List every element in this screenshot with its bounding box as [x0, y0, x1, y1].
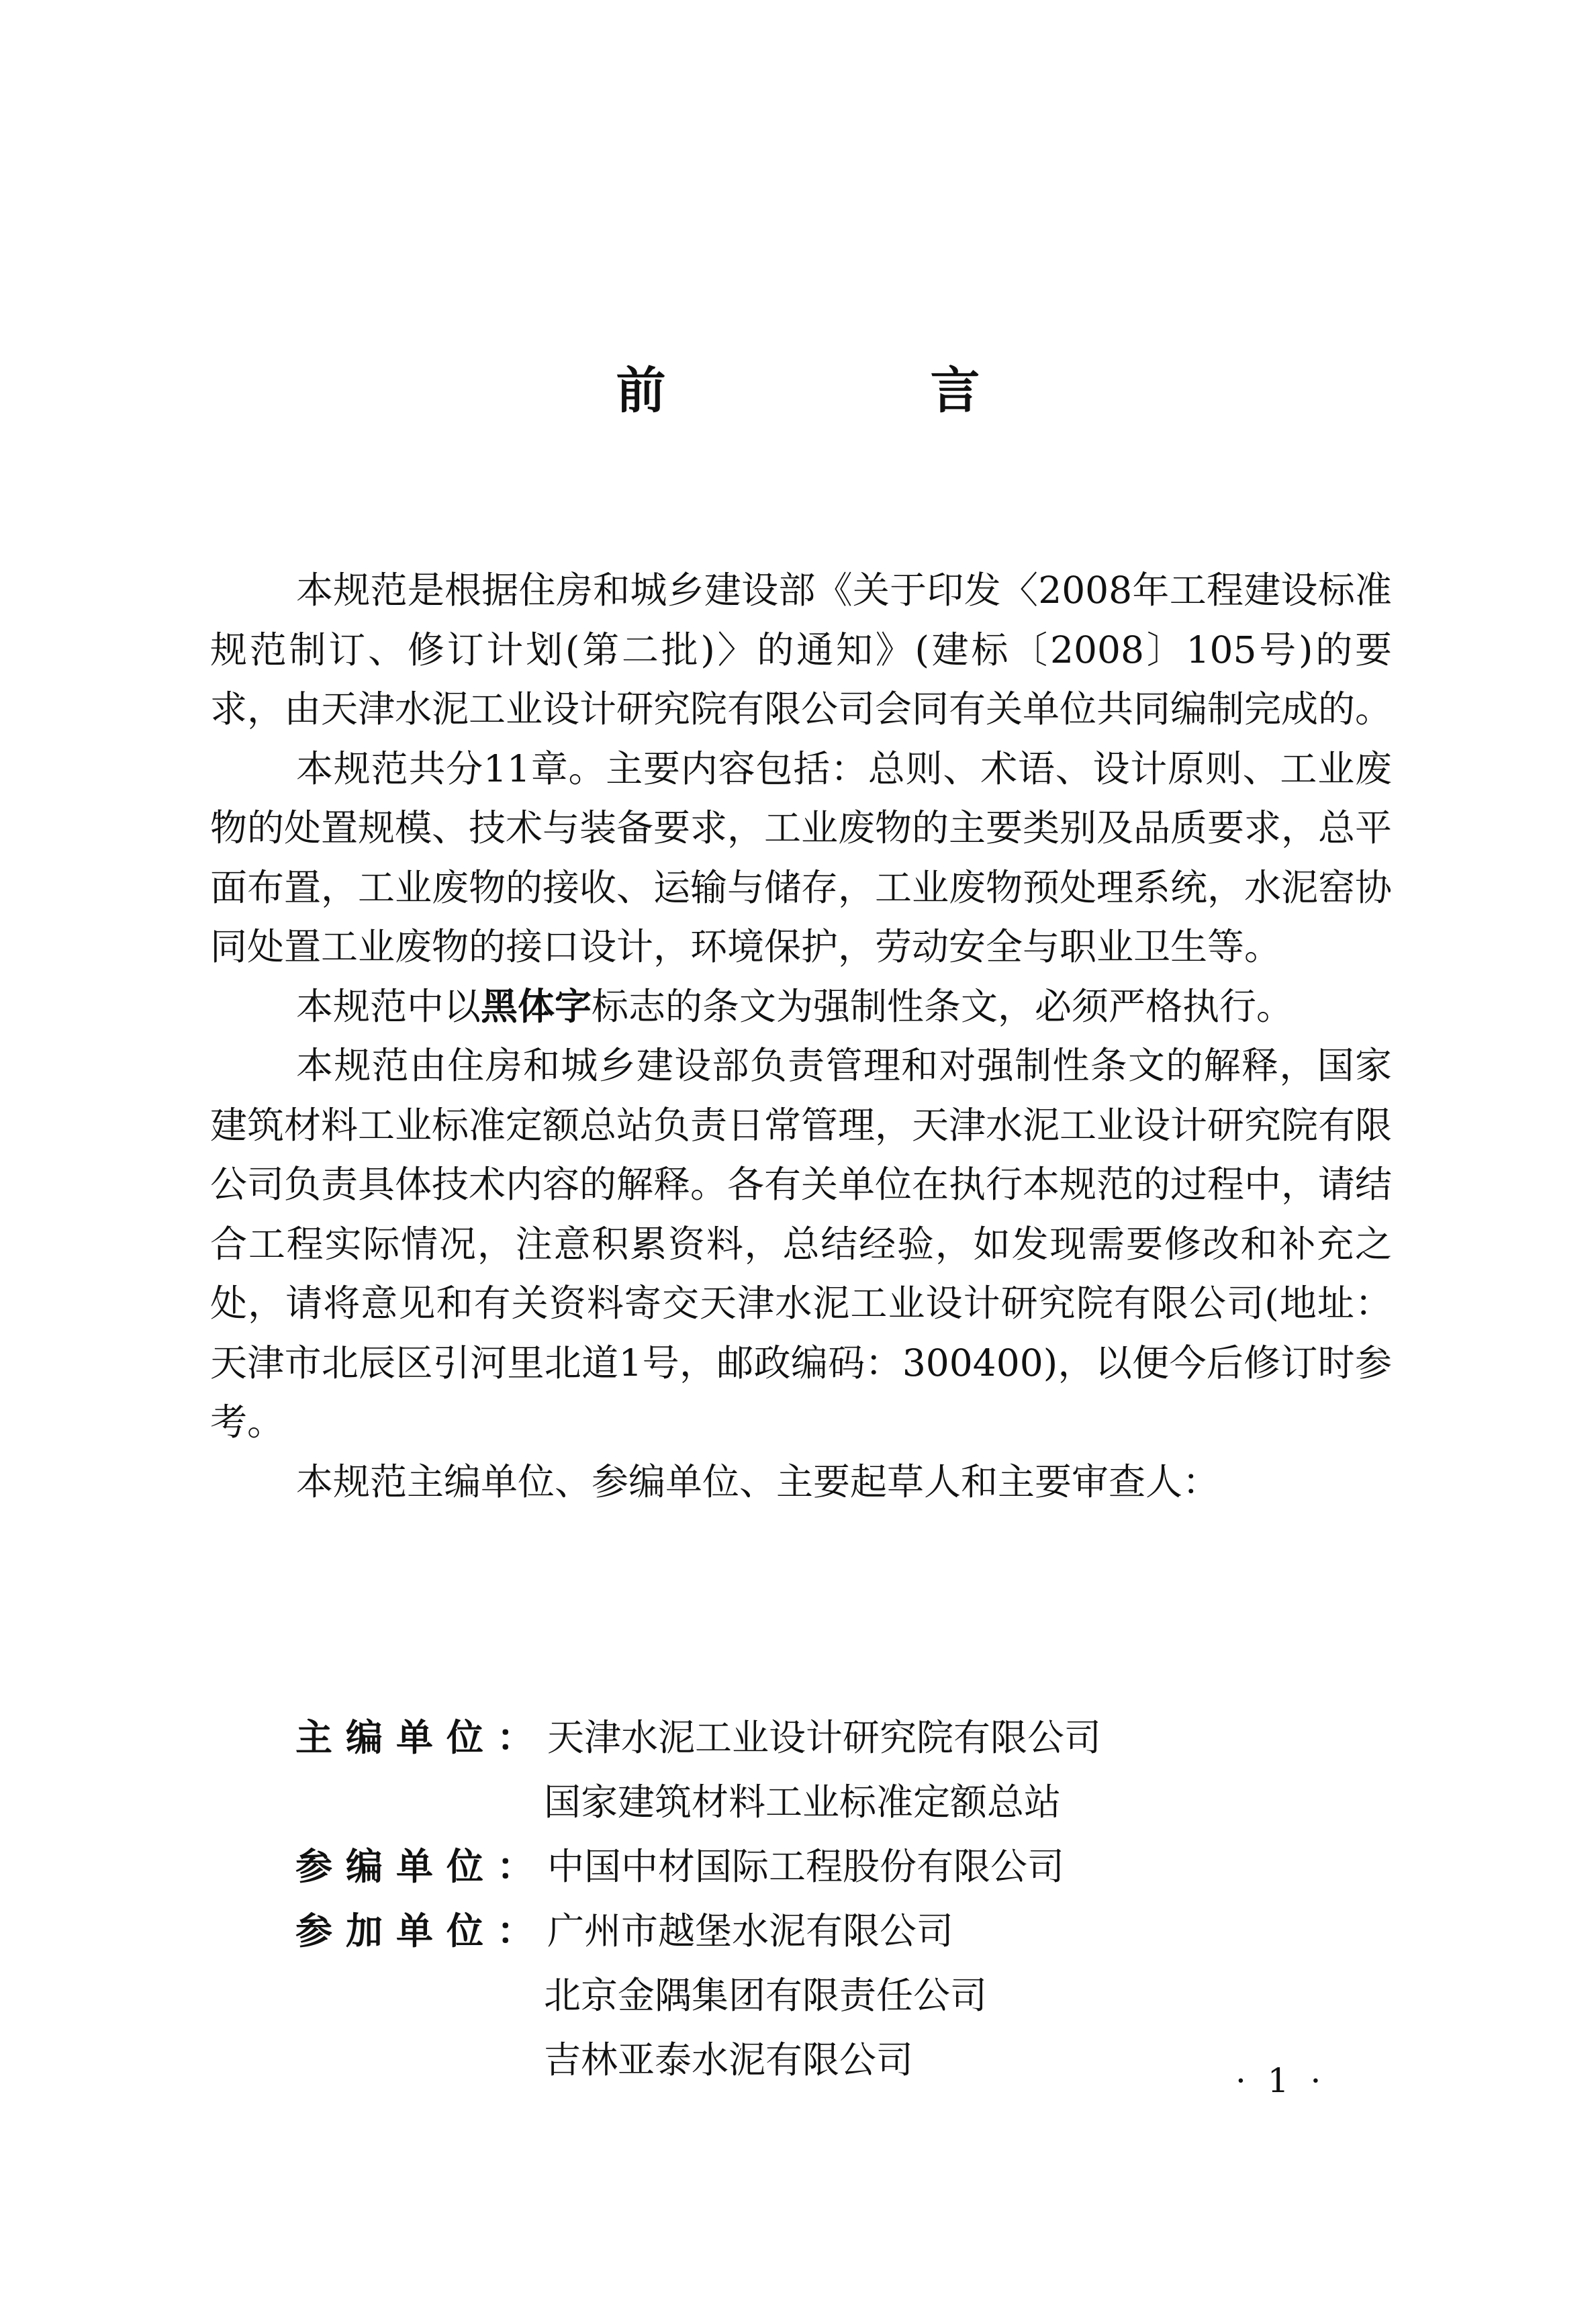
unit-row [295, 1834, 1101, 1899]
units-list [295, 1705, 1101, 2092]
mandatory-text-before: 本规范中以 [296, 984, 481, 1028]
unit-name: 北京金隅集团有限责任公司 [544, 1974, 988, 2017]
page-number: · 1 · [1235, 2061, 1327, 2100]
unit-row [295, 1963, 1101, 2028]
paragraph-management: 本规范由住房和城乡建设部负责管理和对强制性条文的解释，国家建筑材料工业标准定额总站负责日常管理，天津水泥工业设计研究院有限公司负责具体技术内容的解释。各有关单位在执行本规范的过程中，请结合工程实际情况，注意积累资料，总结经验，如发现需要修改和补充之处，请将意见和有关资料寄交天津水泥工业设计研究院有限公司(地址：天津市北辰区引河里北道1号，邮政编码：300400)，以便今后修订时参考。 [210, 1044, 1393, 1444]
unit-row [295, 1899, 1101, 1963]
unit-label [295, 1963, 544, 2028]
mandatory-bold-term: 黑体字 [481, 984, 592, 1028]
paragraph-units-intro: 本规范主编单位、参编单位、主要起草人和主要审查人： [296, 1460, 1220, 1503]
unit-label: 参加单位： [295, 1909, 548, 1952]
unit-label: 参编单位： [295, 1845, 548, 1888]
unit-name: 国家建筑材料工业标准定额总站 [544, 1781, 1062, 1824]
paragraph-mandatory [210, 977, 1392, 1037]
unit-label [295, 2028, 544, 2092]
paragraph-contents: 本规范共分11章。主要内容包括：总则、术语、设计原则、工业废物的处置规模、技术与装备要求，工业废物的主要类别及品质要求，总平面布置，工业废物的接收、运输与储存，工业废物预处理系统，水泥窑协同处置工业废物的接口设计，环境保护，劳动安全与职业卫生等。 [210, 747, 1393, 968]
paragraph-basis: 本规范是根据住房和城乡建设部《关于印发〈2008年工程建设标准规范制订、修订计划(第二批)〉的通知》(建标〔2008〕105号)的要求，由天津水泥工业设计研究院有限公司会同有关单位共同编制完成的。 [210, 569, 1393, 730]
unit-row [295, 1770, 1101, 1834]
unit-label [295, 1770, 544, 1834]
unit-name: 天津水泥工业设计研究院有限公司 [547, 1716, 1102, 1759]
unit-label: 主编单位： [295, 1716, 548, 1759]
unit-name: 广州市越堡水泥有限公司 [547, 1909, 954, 1952]
unit-row [295, 2028, 1101, 2092]
page-title: 前 言 [616, 362, 1088, 420]
preface-body [210, 561, 1392, 1511]
mandatory-text-after: 标志的条文为强制性条文，必须严格执行。 [592, 984, 1294, 1028]
unit-row [295, 1705, 1101, 1770]
unit-name: 中国中材国际工程股份有限公司 [547, 1845, 1065, 1888]
unit-name: 吉林亚泰水泥有限公司 [544, 2038, 914, 2081]
